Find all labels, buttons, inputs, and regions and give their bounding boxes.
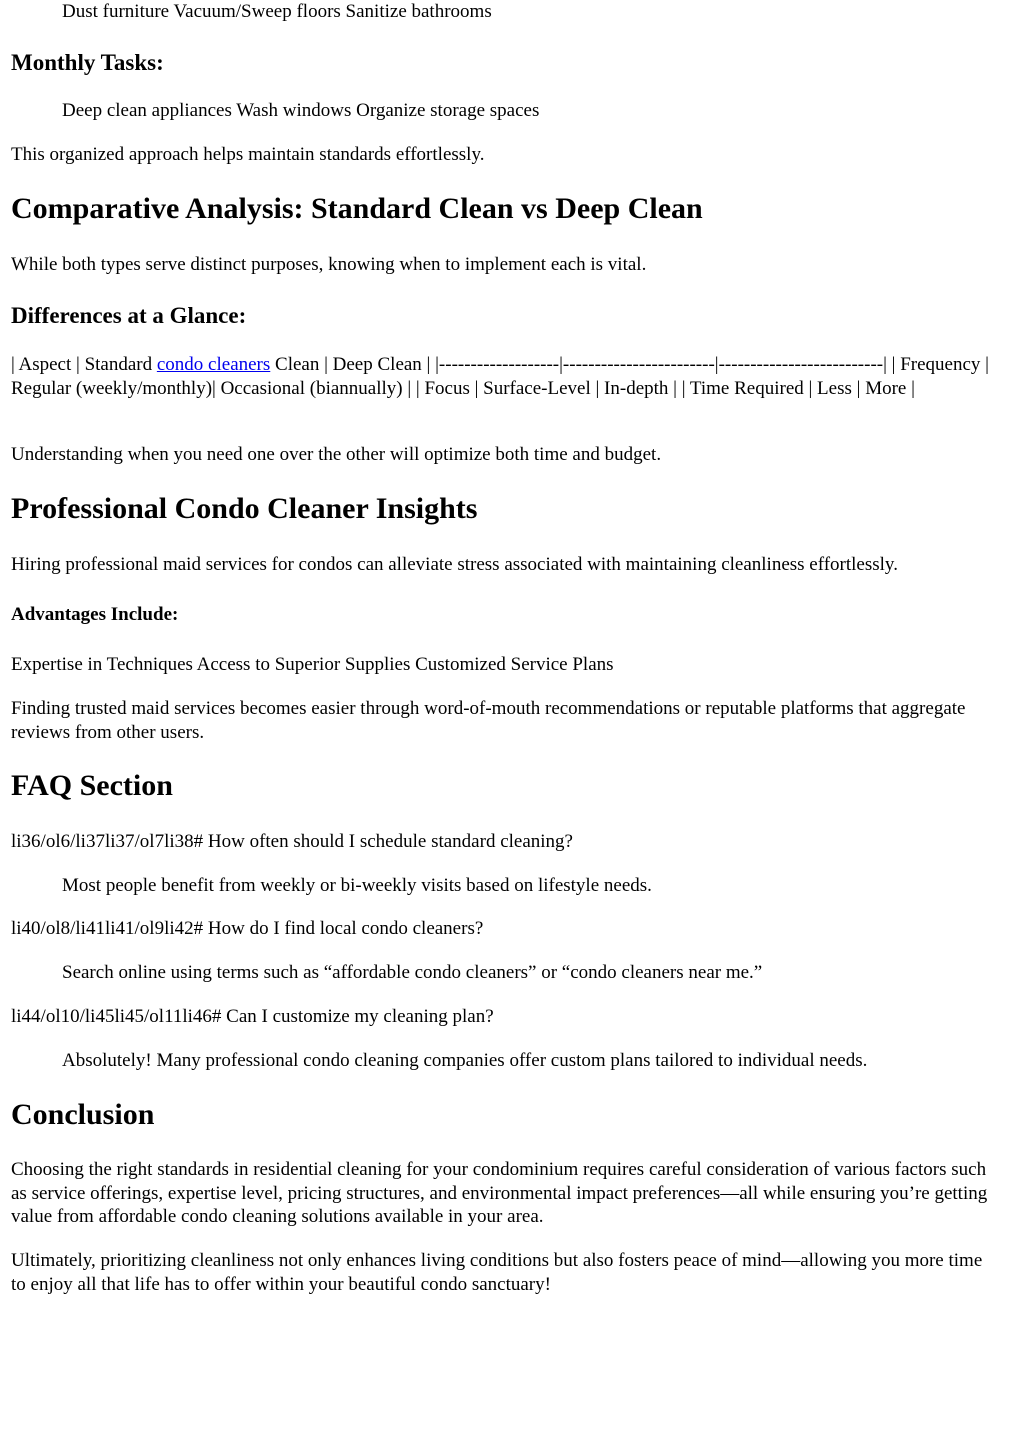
- advantages-list: Expertise in Techniques Access to Superior Supplies Customized Service Plans: [11, 654, 614, 675]
- monthly-closing-paragraph: This organized approach helps maintain standards effortlessly.: [11, 144, 485, 165]
- faq-answer: Search online using terms such as “affordable condo cleaners” or “condo cleaners near me.”: [62, 962, 763, 983]
- condo-cleaners-link[interactable]: condo cleaners: [156, 354, 271, 375]
- faq-question: li40/ol8/li41li41/ol9li42# How do I find local condo cleaners?: [11, 918, 484, 939]
- insights-intro-paragraph: Hiring professional maid services for condos can alleviate stress associated with maintaining cleanliness effortlessly.: [11, 554, 898, 575]
- faq-heading: FAQ Section: [11, 769, 173, 802]
- faq-question: li44/ol10/li45li45/ol11li46# Can I customize my cleaning plan?: [11, 1006, 494, 1027]
- weekly-tasks-list: Dust furniture Vacuum/Sweep floors Sanitize bathrooms: [62, 1, 492, 22]
- monthly-tasks-heading: Monthly Tasks:: [11, 50, 164, 75]
- differences-heading: Differences at a Glance:: [11, 303, 247, 328]
- conclusion-paragraph: Ultimately, prioritizing cleanliness not only enhances living conditions but also fosters peace of mind—allowing you more time to enjoy all that life has to offer within your beautiful condo sanctuary!: [11, 1250, 983, 1295]
- comparative-analysis-heading: Comparative Analysis: Standard Clean vs Deep Clean: [11, 192, 703, 225]
- faq-answer: Most people benefit from weekly or bi-weekly visits based on lifestyle needs.: [62, 875, 652, 896]
- conclusion-paragraph: Choosing the right standards in residential cleaning for your condominium requires careful consideration of various factors such as service offerings, expertise level, pricing structures, and environmental impact preferences—all while ensuring you’re getting value from affordable condo cleaning solutions available in your area.: [11, 1159, 988, 1227]
- conclusion-heading: Conclusion: [11, 1098, 155, 1131]
- table-text-before: | Aspect | Standard: [11, 354, 157, 375]
- table-text-after: Clean | Deep Clean | |-------------------|------------------------|--------------------------| | Frequency | Regular (weekly/monthly)| Occasional (biannually) | | Focus | Surface-Level | In-depth | | Time Required | Less | More |: [11, 354, 989, 399]
- faq-answer: Absolutely! Many professional condo cleaning companies offer custom plans tailored to individual needs.: [62, 1050, 868, 1071]
- faq-question: li36/ol6/li37li37/ol7li38# How often should I schedule standard cleaning?: [11, 831, 573, 852]
- comparative-closing-paragraph: Understanding when you need one over the other will optimize both time and budget.: [11, 444, 662, 465]
- insights-heading: Professional Condo Cleaner Insights: [11, 492, 478, 525]
- insights-closing-paragraph: Finding trusted maid services becomes easier through word-of-mouth recommendations or reputable platforms that aggregate reviews from other users.: [11, 698, 966, 743]
- monthly-tasks-list: Deep clean appliances Wash windows Organize storage spaces: [62, 100, 540, 121]
- comparative-intro-paragraph: While both types serve distinct purposes, knowing when to implement each is vital.: [11, 254, 647, 275]
- advantages-heading: Advantages Include:: [11, 604, 179, 625]
- comparison-table-text: [11, 353, 994, 400]
